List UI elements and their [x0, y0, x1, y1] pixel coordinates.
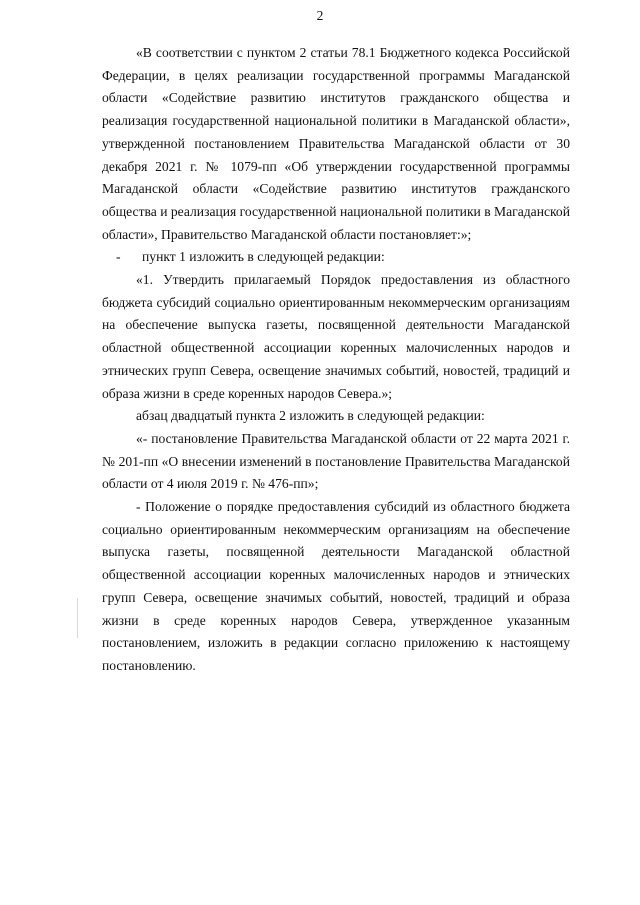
- paragraph-item-2-quote: «- постановление Правительства Магаданской области от 22 марта 2021 г. № 201-пп «О внесении изменений в постановление Правительства Магаданской области от 4 июля 2019 г. № 476-пп»;: [102, 430, 570, 492]
- paragraph-item-1-intro-text: пункт 1 изложить в следующей редакции:: [142, 249, 385, 265]
- scan-artifact-line: [77, 598, 78, 638]
- paragraph-item-1-intro: [102, 246, 570, 269]
- page-number: 2: [316, 8, 324, 23]
- paragraph-item-2-intro: абзац двадцатый пункта 2 изложить в следующей редакции:: [136, 408, 485, 424]
- paragraph-preamble: «В соответствии с пунктом 2 статьи 78.1 Бюджетного кодекса Российской Федерации, в целях реализации государственной программы Магаданской области «Содействие развитию институтов гражданского общества и реализация государственной национальной политики в Магаданской области», утвержденной постановлением Правительства Магаданской области от 30 декабря 2021 г. № 1079-пп «Об утверждении государственной программы Магаданской области «Содействие развитию институтов гражданского общества и реализация государственной национальной политики в Магаданской области», Правительство Магаданской области постановляет:»;: [102, 45, 571, 242]
- document-body: [102, 42, 570, 678]
- paragraph-item-1-text: «1. Утвердить прилагаемый Порядок предоставления из областного бюджета субсидий социально ориентированным некоммерческим организациям на обеспечение выпуска газеты, посвященной деятельности Магаданской областной общественной ассоциации коренных малочисленных народов и этнических групп Севера, освещение значимых событий, новостей, традиций и образа жизни в среде коренных народов Севера.»;: [102, 272, 570, 401]
- paragraph-regulation: - Положение о порядке предоставления субсидий из областного бюджета социально ориентированным некоммерческим организациям на обеспечение выпуска газеты, посвященной деятельности Магаданской областной общественной ассоциации коренных малочисленных народов и этнических групп Севера, освещение значимых событий, новостей, традиций и образа жизни в среде коренных народов Севера, утвержденное указанным постановлением, изложить в редакции согласно приложению к настоящему постановлению.: [102, 499, 570, 673]
- dash-marker: -: [116, 249, 121, 265]
